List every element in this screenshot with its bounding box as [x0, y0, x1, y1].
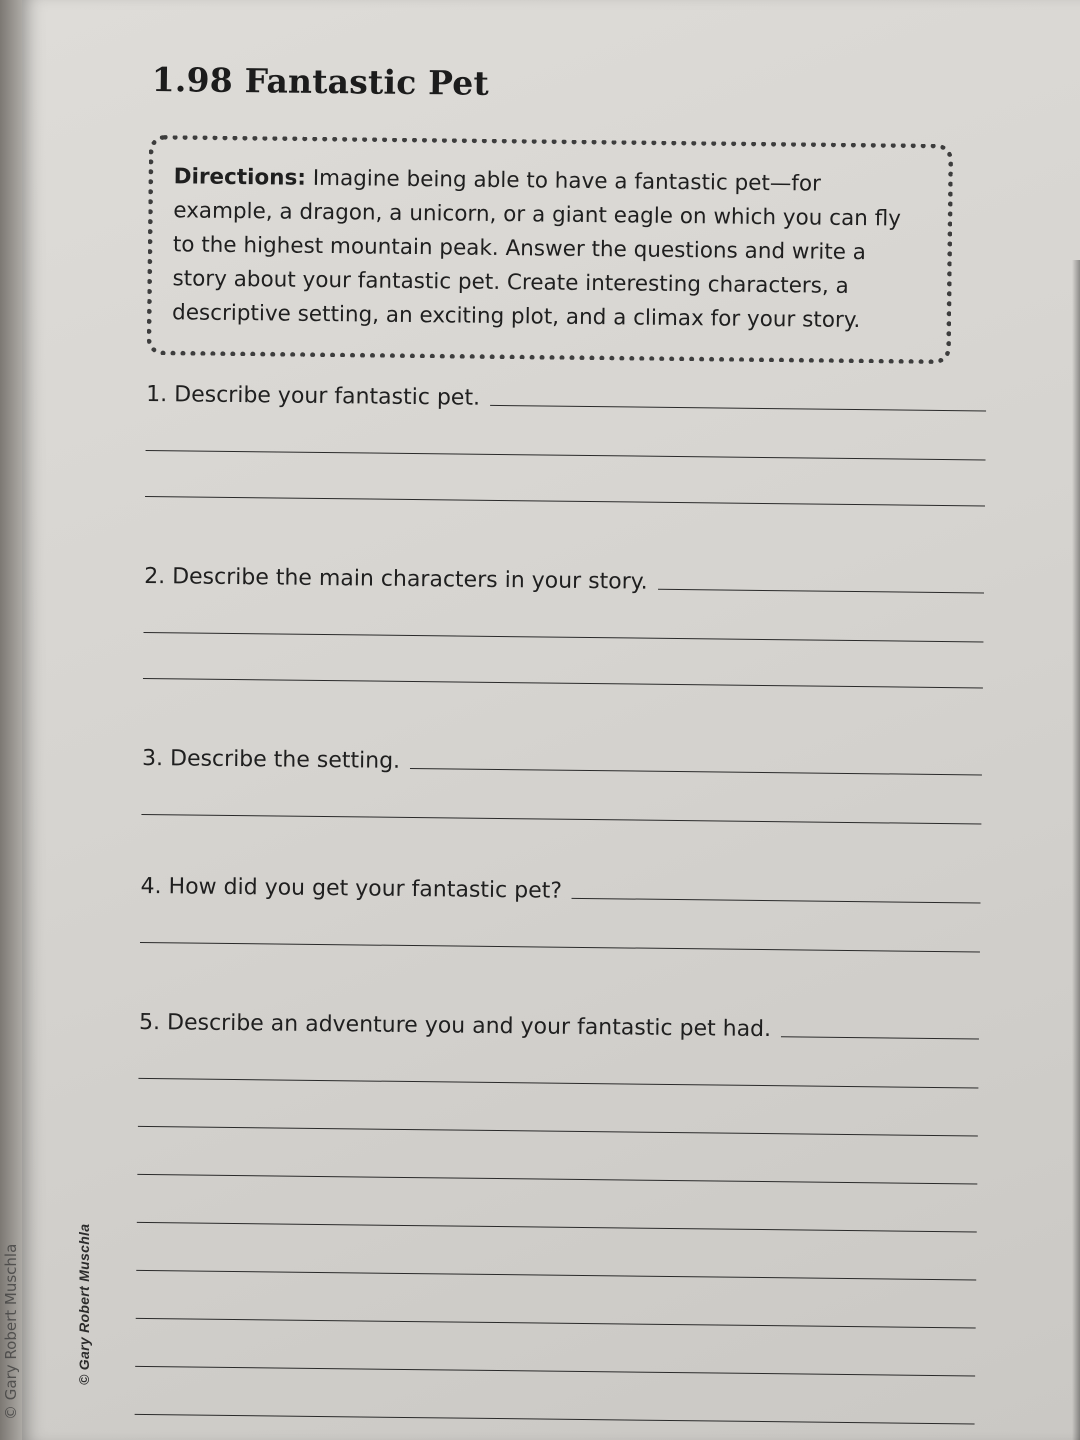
- question-4-text: 4. How did you get your fantastic pet?: [140, 873, 563, 904]
- question-5-text: 5. Describe an adventure you and your fantastic pet had.: [138, 1009, 772, 1043]
- question-5: [135, 1001, 980, 1425]
- answer-line[interactable]: [137, 1221, 977, 1233]
- answer-line[interactable]: [146, 449, 986, 461]
- question-2-text: 2. Describe the main characters in your story.: [143, 563, 648, 595]
- directions-text: Imagine being able to have a fantastic pet—for example, a dragon, a unicorn, or a giant eagle on which you can fly to the highest mountain peak. Answer the questions and write a story about your fantastic pet. Create interesting characters, a descriptive setting, an exciting plot, and a climax for your story.: [171, 165, 902, 334]
- question-2: [143, 555, 984, 689]
- answer-line[interactable]: [136, 1269, 976, 1281]
- question-1: [145, 373, 986, 507]
- answer-line[interactable]: [136, 1317, 976, 1329]
- worksheet-content: [135, 60, 990, 1424]
- margin-copyright: © Gary Robert Muschla: [76, 1223, 92, 1385]
- answer-line[interactable]: [490, 404, 986, 412]
- answer-line[interactable]: [138, 1077, 978, 1089]
- question-3: [141, 737, 982, 825]
- answer-line[interactable]: [141, 813, 981, 825]
- answer-line[interactable]: [140, 941, 980, 953]
- answer-line[interactable]: [137, 1173, 977, 1185]
- answer-line[interactable]: [135, 1365, 975, 1377]
- directions-box: [147, 135, 953, 364]
- question-4: [140, 865, 981, 953]
- answer-line[interactable]: [143, 631, 983, 643]
- spine-copyright: © Gary Robert Muschla: [2, 1243, 20, 1420]
- answer-line[interactable]: [145, 495, 985, 507]
- page-title: 1.98 Fantastic Pet: [151, 60, 490, 103]
- page-shadow: [1072, 260, 1080, 1440]
- answer-line[interactable]: [138, 1125, 978, 1137]
- directions-label: Directions:: [173, 164, 307, 191]
- question-3-text: 3. Describe the setting.: [141, 745, 401, 774]
- answer-line[interactable]: [781, 1035, 979, 1039]
- answer-line[interactable]: [410, 767, 982, 775]
- answer-line[interactable]: [572, 897, 981, 904]
- answer-line[interactable]: [143, 677, 983, 689]
- answer-line[interactable]: [658, 588, 984, 594]
- question-1-text: 1. Describe your fantastic pet.: [146, 381, 481, 411]
